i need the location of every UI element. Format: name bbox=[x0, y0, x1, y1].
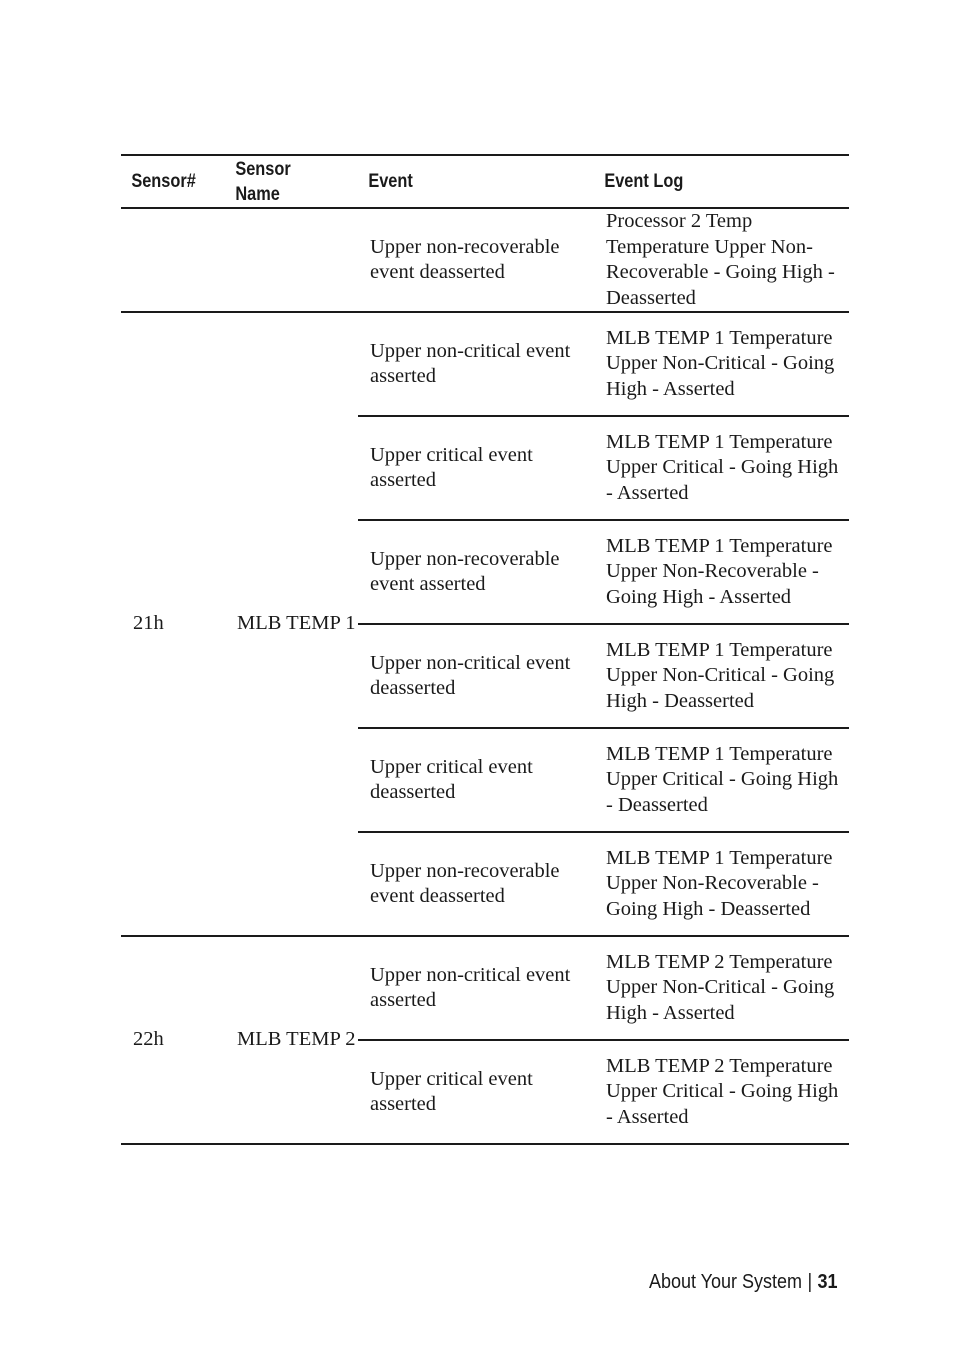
event-log-cell: MLB TEMP 1 Temperature Upper Non-Recoverable - Going High - Deasserted bbox=[594, 832, 849, 936]
table-row bbox=[121, 312, 849, 416]
event-cell: Upper non-critical event asserted bbox=[358, 936, 594, 1040]
event-cell: Upper non-critical event deasserted bbox=[358, 624, 594, 728]
event-log-cell: Processor 2 Temp Temperature Upper Non-Recoverable - Going High - Deasserted bbox=[594, 208, 849, 312]
event-cell: Upper non-recoverable event deasserted bbox=[358, 832, 594, 936]
sensor-event-table bbox=[121, 154, 849, 1145]
header-sensor-name bbox=[225, 155, 339, 208]
page-number: 31 bbox=[817, 1271, 838, 1293]
name-cell: MLB TEMP 1 bbox=[225, 312, 358, 936]
event-log-cell: MLB TEMP 1 Temperature Upper Critical - Going High - Deasserted bbox=[594, 728, 849, 832]
event-log-cell: MLB TEMP 1 Temperature Upper Non-Recoverable - Going High - Asserted bbox=[594, 520, 849, 624]
table-row bbox=[121, 208, 849, 312]
sensor-cell: 21h bbox=[121, 312, 225, 936]
event-cell: Upper critical event asserted bbox=[358, 416, 594, 520]
event-cell: Upper non-recoverable event deasserted bbox=[358, 208, 594, 312]
table-header-row bbox=[121, 155, 849, 208]
sensor-cell: 22h bbox=[121, 936, 225, 1144]
header-event: Event bbox=[368, 171, 413, 192]
event-log-cell: MLB TEMP 2 Temperature Upper Critical - Going High - Asserted bbox=[594, 1040, 849, 1144]
event-cell: Upper non-critical event asserted bbox=[358, 312, 594, 416]
header-sensor-name-line1: Sensor bbox=[235, 158, 291, 180]
event-cell: Upper critical event deasserted bbox=[358, 728, 594, 832]
header-event-log: Event Log bbox=[604, 171, 684, 192]
event-log-cell: MLB TEMP 1 Temperature Upper Non-Critical - Going High - Asserted bbox=[594, 312, 849, 416]
header-sensor-number: Sensor# bbox=[131, 171, 196, 192]
name-cell bbox=[225, 208, 358, 312]
name-cell: MLB TEMP 2 bbox=[225, 936, 358, 1144]
header-sensor-name-line2: Name bbox=[235, 183, 280, 205]
event-log-cell: MLB TEMP 2 Temperature Upper Non-Critical - Going High - Asserted bbox=[594, 936, 849, 1040]
event-cell: Upper non-recoverable event asserted bbox=[358, 520, 594, 624]
page-footer bbox=[649, 1271, 838, 1294]
footer-separator: | bbox=[807, 1271, 813, 1293]
event-cell: Upper critical event asserted bbox=[358, 1040, 594, 1144]
footer-section-title: About Your System bbox=[649, 1271, 803, 1293]
sensor-cell bbox=[121, 208, 225, 312]
table-row bbox=[121, 936, 849, 1040]
event-log-cell: MLB TEMP 1 Temperature Upper Critical - Going High - Asserted bbox=[594, 416, 849, 520]
event-log-cell: MLB TEMP 1 Temperature Upper Non-Critical - Going High - Deasserted bbox=[594, 624, 849, 728]
